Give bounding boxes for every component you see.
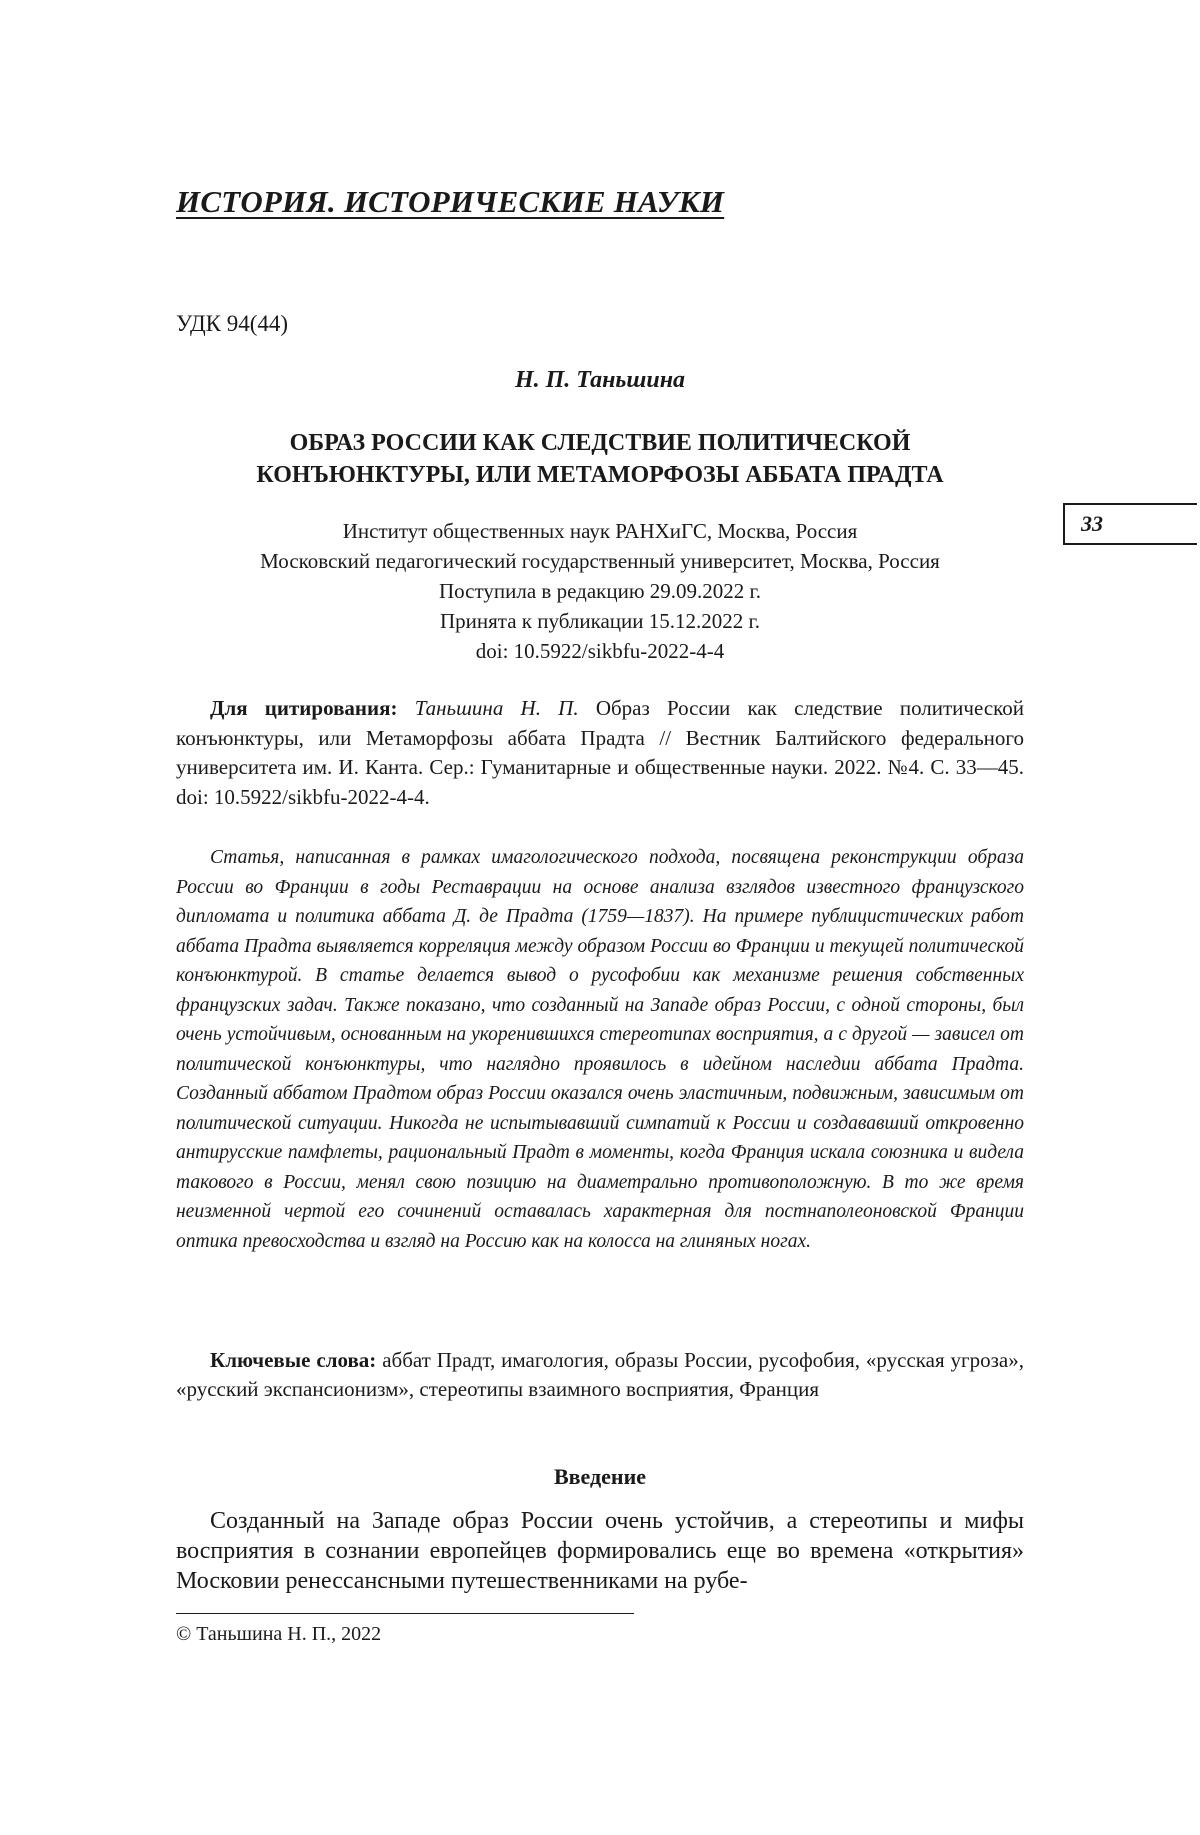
doi: doi: 10.5922/sikbfu-2022-4-4: [475, 639, 725, 663]
citation-text: Образ России как следствие политической конъюнктуры, или Метаморфозы аббата Прадта // Вестник Балтийского федерального университета им. И. Канта. Сер.: Гуманитарные и общественные науки. 2022. №4. С. 33—45. doi: 10.5922/sikbfu-2022-4-4.: [176, 696, 1025, 809]
affiliation-block: [176, 516, 1024, 666]
abstract: Статья, написанная в рамках имагологического подхода, посвящена реконструкции образа России во Франции в годы Реставрации на основе анализа взглядов известного французского дипломата и политика аббата Д. де Прадта (1759—1837). На примере публицистических работ аббата Прадта выявляется корреляция между образом России во Франции и текущей политической конъюнктурой. В статье делается вывод о русофобии как механизме решения собственных французских задач. Также показано, что созданный на Западе образ России, с одной стороны, был очень устойчивым, основанным на укоренившихся стереотипах восприятия, а с другой — зависел от политической конъюнктуры, что наглядно проявилось в идейном наследии аббата Прадта. Созданный аббатом Прадтом образ России оказался очень эластичным, подвижным, зависимым от политической ситуации. Никогда не испытывавший симпатий к России и создававший откровенно антирусские памфлеты, рациональный Прадт в моменты, когда Франция искала союзника и видела такового в России, менял свою позицию на диаметрально противоположную. В то же время неизменной чертой его сочинений оставалась характерная для постнаполеоновской Франции оптика превосходства и взгляд на Россию как на колосса на глиняных ногах.: [176, 847, 1024, 1252]
title-line-1: ОБРАЗ РОССИИ КАК СЛЕДСТВИЕ ПОЛИТИЧЕСКОЙ: [289, 430, 911, 456]
keywords-text: аббат Прадт, имагология, образы России, русофобия, «русская угроза», «русский экспансионизм», стереотипы взаимного восприятия, Франция: [176, 1348, 1024, 1401]
section-heading: ИСТОРИЯ. ИСТОРИЧЕСКИЕ НАУКИ: [176, 184, 725, 219]
page-number-tab: [1063, 503, 1197, 545]
received-date: Поступила в редакцию 29.09.2022 г.: [438, 579, 761, 603]
citation-paragraph: [176, 694, 1024, 812]
udk-code: УДК 94(44): [176, 311, 289, 336]
accepted-date: Принята к публикации 15.12.2022 г.: [439, 609, 760, 633]
citation-author: Таньшина Н. П.: [414, 696, 579, 720]
affiliation-2: Московский педагогический государственный университет, Москва, Россия: [260, 549, 940, 573]
article-title: [176, 427, 1024, 491]
intro-heading: Введение: [553, 1464, 647, 1489]
keywords-label: Ключевые слова:: [210, 1348, 377, 1372]
intro-paragraph: Созданный на Западе образ России очень устойчив, а стереотипы и мифы восприятия в сознании европейцев формировались еще во времена «открытия» Московии ренессансными путешественниками на рубе-: [176, 1508, 1024, 1594]
keywords-paragraph: [176, 1346, 1024, 1404]
footnote-divider: [176, 1613, 634, 1614]
page-number: 33: [1081, 511, 1103, 536]
citation-label: Для цитирования:: [210, 696, 398, 720]
copyright-note: © Таньшина Н. П., 2022: [176, 1623, 382, 1645]
author-name: Н. П. Таньшина: [514, 367, 686, 393]
affiliation-1: Институт общественных наук РАНХиГС, Москва, Россия: [342, 519, 858, 543]
title-line-2: КОНЪЮНКТУРЫ, ИЛИ МЕТАМОРФОЗЫ АББАТА ПРАДТА: [256, 462, 944, 488]
